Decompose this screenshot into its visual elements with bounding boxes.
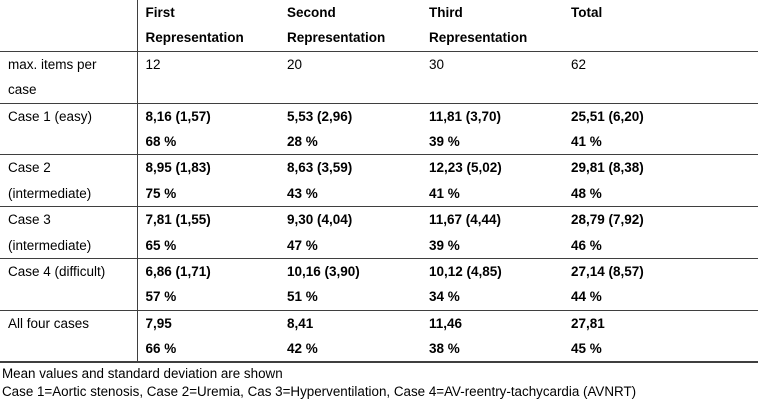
table-row-max-items (0, 51, 758, 103)
cell-percent (287, 77, 421, 102)
cell-percent: 65 % (145, 237, 177, 253)
cell-value: 12,23 (5,02) (429, 160, 502, 176)
cell-percent: 57 % (145, 289, 177, 305)
column-header-total: Total (563, 0, 758, 51)
cell-percent: 68 % (145, 133, 177, 149)
cell-value: 62 (571, 56, 587, 72)
cell-value: 29,81 (8,38) (571, 160, 644, 176)
cell-percent (146, 77, 280, 102)
cell-percent: 47 % (287, 237, 318, 253)
row-label: All four cases (0, 310, 137, 362)
cell-value: 11,81 (3,70) (429, 108, 502, 124)
table-cell (279, 103, 421, 155)
cell-value: 20 (287, 56, 303, 72)
footnote-case-legend: Case 1=Aortic stenosis, Case 2=Uremia, Cas 3=Hyperventilation, Case 4=AV-reentry-tachycardia (AVNRT) (2, 384, 637, 400)
table-cell (421, 310, 563, 362)
row-label: Case 4 (difficult) (0, 258, 137, 310)
cell-percent (429, 77, 563, 102)
table-row-all-four-cases (0, 310, 758, 362)
cell-value: 5,53 (2,96) (287, 108, 353, 124)
cell-value: 30 (429, 56, 445, 72)
table-cell (137, 51, 279, 103)
cell-percent: 48 % (571, 185, 602, 201)
table-row-case-2 (0, 155, 758, 207)
cell-value: 28,79 (7,92) (571, 212, 644, 228)
table-cell (421, 51, 563, 103)
table-cell (137, 103, 279, 155)
table-cell (563, 103, 758, 155)
table-cell (421, 103, 563, 155)
table-cell (279, 258, 421, 310)
cell-percent: 38 % (429, 341, 460, 357)
cell-value: 27,81 (571, 315, 605, 331)
table-cell (279, 155, 421, 207)
table-cell (563, 155, 758, 207)
cell-percent: 41 % (571, 133, 602, 149)
cell-percent: 46 % (571, 237, 602, 253)
cell-value: 12 (145, 56, 161, 72)
table-cell (137, 155, 279, 207)
table-footnotes (0, 363, 758, 400)
cell-percent: 51 % (287, 289, 318, 305)
table-row-case-3 (0, 207, 758, 259)
cell-percent: 28 % (287, 133, 318, 149)
cell-percent: 43 % (287, 185, 318, 201)
table-cell (279, 51, 421, 103)
cell-value: 8,41 (287, 315, 314, 331)
cell-value: 8,95 (1,83) (145, 160, 211, 176)
table-cell (563, 310, 758, 362)
footnote-mean-values: Mean values and standard deviation are shown (2, 366, 283, 382)
cell-percent: 66 % (145, 341, 177, 357)
table-cell (137, 310, 279, 362)
cell-value: 10,12 (4,85) (429, 263, 502, 279)
table-cell (421, 258, 563, 310)
table-cell (279, 310, 421, 362)
cell-value: 7,81 (1,55) (145, 212, 211, 228)
table-row-case-4 (0, 258, 758, 310)
table-cell (137, 258, 279, 310)
column-header-second-representation: Second Representation (279, 0, 421, 51)
row-label: max. items per case (0, 51, 137, 103)
cell-value: 25,51 (6,20) (571, 108, 644, 124)
table-cell (563, 51, 758, 103)
cell-percent: 45 % (571, 341, 602, 357)
cell-percent: 39 % (429, 237, 460, 253)
cell-value: 11,67 (4,44) (429, 212, 502, 228)
table-cell (563, 258, 758, 310)
cell-percent: 44 % (571, 289, 602, 305)
cell-value: 7,95 (145, 315, 172, 331)
cell-value: 8,16 (1,57) (145, 108, 211, 124)
column-header-first-representation: First Representation (137, 0, 279, 51)
table-cell (421, 155, 563, 207)
cell-value: 27,14 (8,57) (571, 263, 644, 279)
cell-percent: 41 % (429, 185, 460, 201)
cell-percent: 34 % (429, 289, 460, 305)
header-corner-cell (0, 0, 137, 51)
row-label: Case 2 (intermediate) (0, 155, 137, 207)
cell-percent (571, 77, 758, 102)
table-cell (421, 207, 563, 259)
table-cell (137, 207, 279, 259)
table-cell (279, 207, 421, 259)
cell-value: 6,86 (1,71) (145, 263, 211, 279)
column-header-third-representation: Third Representation (421, 0, 563, 51)
header-corner-label (8, 0, 137, 25)
row-label: Case 1 (easy) (0, 103, 137, 155)
table-cell (563, 207, 758, 259)
cell-value: 9,30 (4,04) (287, 212, 353, 228)
header-row (0, 0, 758, 51)
cell-percent: 39 % (429, 133, 460, 149)
cell-percent: 75 % (145, 185, 177, 201)
table-row-case-1 (0, 103, 758, 155)
cell-value: 8,63 (3,59) (287, 160, 353, 176)
cell-value: 11,46 (429, 315, 463, 331)
cell-percent: 42 % (287, 341, 318, 357)
row-label: Case 3 (intermediate) (0, 207, 137, 259)
cell-value: 10,16 (3,90) (287, 263, 360, 279)
